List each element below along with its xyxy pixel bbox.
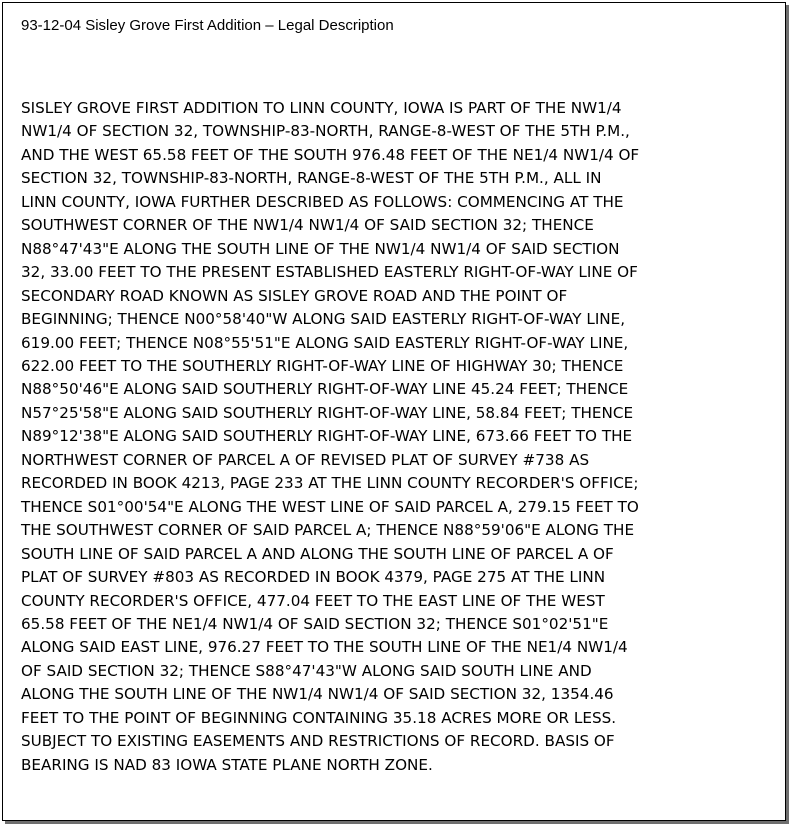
- legal-description-line: N88°47'43"E ALONG THE SOUTH LINE OF THE NW1/4 NW1/4 OF SAID SECTION: [21, 239, 620, 258]
- legal-description-line: 622.00 FEET TO THE SOUTHERLY RIGHT-OF-WAY LINE OF HIGHWAY 30; THENCE: [21, 356, 624, 375]
- legal-description-line: N89°12'38"E ALONG SAID SOUTHERLY RIGHT-OF-WAY LINE, 673.66 FEET TO THE: [21, 427, 633, 446]
- document-title: 93-12-04 Sisley Grove First Addition – Legal Description: [21, 17, 394, 34]
- legal-description-line: SOUTH LINE OF SAID PARCEL A AND ALONG THE SOUTH LINE OF PARCEL A OF: [21, 544, 614, 563]
- legal-description-line: BEGINNING; THENCE N00°58'40"W ALONG SAID EASTERLY RIGHT-OF-WAY LINE,: [21, 310, 626, 329]
- legal-description-line: NORTHWEST CORNER OF PARCEL A OF REVISED PLAT OF SURVEY #738 AS: [21, 450, 590, 469]
- document-page: [2, 2, 786, 821]
- legal-description-line: BEARING IS NAD 83 IOWA STATE PLANE NORTH ZONE.: [21, 755, 433, 774]
- legal-description-line: AND THE WEST 65.58 FEET OF THE SOUTH 976.48 FEET OF THE NE1/4 NW1/4 OF: [21, 145, 640, 164]
- legal-description-line: SUBJECT TO EXISTING EASEMENTS AND RESTRICTIONS OF RECORD. BASIS OF: [21, 732, 615, 751]
- legal-description-line: LINN COUNTY, IOWA FURTHER DESCRIBED AS FOLLOWS: COMMENCING AT THE: [21, 192, 624, 211]
- legal-description-line: 619.00 FEET; THENCE N08°55'51"E ALONG SAID EASTERLY RIGHT-OF-WAY LINE,: [21, 333, 629, 352]
- legal-description-line: OF SAID SECTION 32; THENCE S88°47'43"W ALONG SAID SOUTH LINE AND: [21, 661, 592, 680]
- legal-description-line: SECONDARY ROAD KNOWN AS SISLEY GROVE ROAD AND THE POINT OF: [21, 286, 568, 305]
- legal-description-line: SISLEY GROVE FIRST ADDITION TO LINN COUNTY, IOWA IS PART OF THE NW1/4: [21, 99, 622, 117]
- legal-description-line: SOUTHWEST CORNER OF THE NW1/4 NW1/4 OF SAID SECTION 32; THENCE: [21, 216, 594, 235]
- legal-description-line: 65.58 FEET OF THE NE1/4 NW1/4 OF SAID SECTION 32; THENCE S01°02'51"E: [21, 614, 609, 633]
- legal-description-line: ALONG SAID EAST LINE, 976.27 FEET TO THE SOUTH LINE OF THE NE1/4 NW1/4: [21, 638, 628, 657]
- legal-description-body: [21, 97, 771, 777]
- legal-description-line: COUNTY RECORDER'S OFFICE, 477.04 FEET TO THE EAST LINE OF THE WEST: [21, 591, 605, 610]
- legal-description-line: NW1/4 OF SECTION 32, TOWNSHIP-83-NORTH, RANGE-8-WEST OF THE 5TH P.M.,: [21, 122, 630, 141]
- legal-description-line: N88°50'46"E ALONG SAID SOUTHERLY RIGHT-OF-WAY LINE 45.24 FEET; THENCE: [21, 380, 629, 399]
- legal-description-line: THENCE S01°00'54"E ALONG THE WEST LINE OF SAID PARCEL A, 279.15 FEET TO: [21, 497, 639, 516]
- legal-description-line: SECTION 32, TOWNSHIP-83-NORTH, RANGE-8-WEST OF THE 5TH P.M., ALL IN: [21, 169, 602, 188]
- legal-description-line: PLAT OF SURVEY #803 AS RECORDED IN BOOK 4379, PAGE 275 AT THE LINN: [21, 568, 606, 587]
- legal-description-line: ALONG THE SOUTH LINE OF THE NW1/4 NW1/4 OF SAID SECTION 32, 1354.46: [21, 685, 614, 704]
- legal-description-line: 32, 33.00 FEET TO THE PRESENT ESTABLISHED EASTERLY RIGHT-OF-WAY LINE OF: [21, 263, 638, 282]
- legal-description-line: N57°25'58"E ALONG SAID SOUTHERLY RIGHT-OF-WAY LINE, 58.84 FEET; THENCE: [21, 403, 634, 422]
- legal-description-line: RECORDED IN BOOK 4213, PAGE 233 AT THE LINN COUNTY RECORDER'S OFFICE;: [21, 474, 639, 493]
- legal-description-line: FEET TO THE POINT OF BEGINNING CONTAINING 35.18 ACRES MORE OR LESS.: [21, 708, 617, 727]
- legal-description-line: THE SOUTHWEST CORNER OF SAID PARCEL A; THENCE N88°59'06"E ALONG THE: [21, 521, 635, 540]
